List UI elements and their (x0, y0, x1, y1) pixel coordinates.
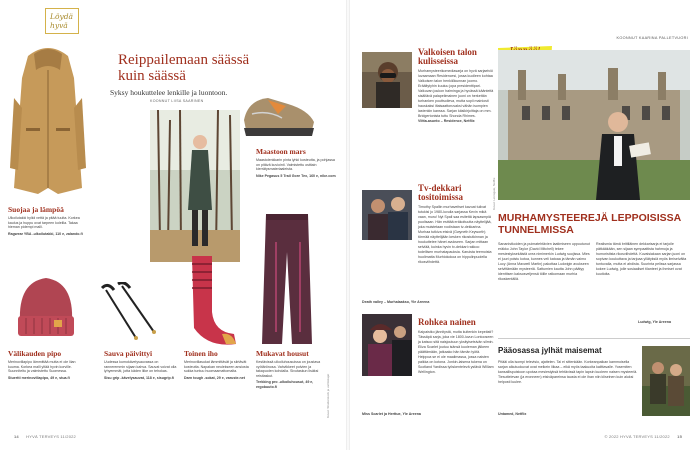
article-title: Rohkea nainen (418, 317, 476, 327)
article-title: Valkoisen talon kulisseissa (418, 47, 477, 66)
trail-shoe-image (238, 84, 318, 140)
product-source: Darn tough -sokat, 29 e, varuste.net (184, 375, 245, 380)
product-source: Sisu grip -kävelysauvat, 118 e, sisugrip.fi (104, 375, 174, 380)
product-shoe (256, 148, 336, 178)
product-beanie (8, 350, 82, 380)
article-title: Tv-dekkari tositoimissa (418, 183, 463, 202)
product-pants (256, 350, 328, 390)
product-title: Toinen iho (184, 349, 218, 358)
death-valley-photo (362, 190, 412, 240)
footer-text: HYVÄ TERVEYS 11/2022 (26, 434, 76, 439)
page-credit: KOONNUT LIISA SAARINEN (150, 99, 204, 103)
product-text: Merinovillapipo lämmittää mutta ei ole liian kuuma. Korkea malli yltää hyvin korville. Suunniteltu ja valmistettu Suomessa. (8, 360, 76, 374)
hiker-photo (150, 110, 240, 262)
page-subtitle: Syksy houkuttelee lenkille ja luontoon. (110, 88, 228, 97)
photo-credit: Kuvat: Shutterstock ja valmistajat (326, 373, 330, 418)
socks-image (182, 252, 242, 348)
product-source: Stuertti merinovillapipo, 49 e, stua.fi (8, 375, 70, 380)
ludwig-photo (498, 50, 690, 200)
product-jacket (8, 206, 88, 236)
page-number: 14 (14, 434, 19, 439)
bottom-source: Untamed, Netflix (498, 412, 527, 416)
product-source: Ragwear YBA -ulkoilutakki, 110 e, zalando.fi (8, 231, 83, 236)
residence-photo (362, 52, 412, 108)
feature-col1: Sananistkoiden ja puimatehtävien laatimiseen uppoutunut eräkko John Taylor (David Mitchell) tekee mesiestyksekäistä urea nimimerkin Ludwig suojissa. Mies ei juuri poistu kotoa, kunnes veli katoaa ja tämän vaimo Lucy (Anna Maxwell Martin) pakottaa Ludwigin avukseen selvittämään mysteeriä. Sattumien kautta John päätyy identtisen kaksosveljensä töille ratkomaan murhia rikoskentällä. (498, 242, 590, 281)
product-text: Maastolenkkarin pinta lyhki kosteutta, ja pohjassa on pitävä kuviointi. Valmistettu osittain kierrätysmateriaaleista. (256, 158, 335, 172)
article-text: Murhamysteerikomediasarja on hyvä sarjaelviö luvaamaan Residencesi, jossa kuolleen kohtaa Valkoisen talon henkilökunnan joomo. Eräältytyhin kuuluu jopa presidenttipari. Vaikuvan joukon halminga ja hyvässä käänteitä sisältävä palapelimainen juoni on herkettän turhanken pouttsoileva, mutta sopii mainiosti hauskaksi iltaisaattoruvaksi vähän isompien lastenkin kanssa. Sarjan käsikirjoittaja on mm. Bridgertonista tuttu Shonda Rhimes. (418, 69, 494, 118)
article-death-valley (418, 184, 494, 202)
miss-scarlet-photo (362, 314, 412, 376)
product-source: Trekking pro -ulkoiluhousut, 49 e, ergobuuto.fi (256, 380, 314, 389)
header-credit: KOONNUT KAARINA PALLETVUORI (616, 36, 688, 40)
right-page (348, 0, 696, 450)
product-poles (104, 350, 180, 380)
walking-poles-image (100, 282, 160, 342)
feature-source: Ludwig, Yle Areena (638, 320, 671, 324)
product-title: Välikauden pipo (8, 349, 62, 358)
article-source: Viitta-asunto – Residence, Netflix (418, 119, 475, 123)
footer-text: © 2022 HYVÄ TERVEYS 11/2022 (604, 434, 670, 439)
beanie-image (12, 272, 80, 342)
product-title: Maastoon mars (256, 147, 306, 156)
feature-title: MURHAMYSTEEREJÄ LEPPOISISSA TUNNELMISSA (498, 212, 681, 236)
untamed-photo (642, 346, 690, 416)
product-socks (184, 350, 254, 380)
product-text: Kestävissä ulkoiluhousuissa on joustava vyötärönosa. Vahvikkeet polvien ja takapuolen kohdalla. Sivutaskun lisäksi reisitaskut. (256, 360, 321, 378)
page-number: 15 (677, 434, 682, 439)
section-tag: Löydä hyvä (45, 8, 79, 34)
bottom-title: Pääosassa jylhät maisemat (498, 346, 602, 355)
product-title: Suojaa ja lämpöä (8, 205, 64, 214)
product-title: Sauva päivittyi (104, 349, 153, 358)
article-source: Death valley – Murhalaakso, Yle Areena (362, 300, 430, 304)
pants-image (256, 212, 318, 346)
photo-side-credit: Kuvat: Lionsgate, Netflix (492, 177, 496, 210)
article-text: Timothy Spallin murhaveitset kavoat tuilvat tutukisi jo 1980-luvulla sarjassa Kevin mikä vaan, muru! Nyt Spall saa esitettä lapsasmpiä puolisaan. Hän esittää eräkoituutta näyttelijää, joka muistetaan roolistaan tv-dekkarina. Murhaa tutkiva etsivä (Gwyneth Keyworth) törmää näyttelijään kesken rikostutkinnan ja houkuttelee hänet avukseen. Sarjan mittaan selviää, kuinka hyvin tv-dekkari rakkoo todellisen murhatapauksia. Karuista teemoista huolimatta Murhiokokoa on hippulinpuolella rikosviihdettä. (418, 205, 492, 264)
product-text: Ulkoilutakki hylkii vettä ja pitää tuulta. Korkea kaulus ja huppu ovat tarpeen koleilla. Takaa hieman pidempi malli. (8, 216, 80, 230)
jacket-image (8, 38, 88, 198)
feature-col2: Realismia tämä brittiläinen dekkarisarja ei tarjoile pätkääkään, sen sijaan sympaattista hahmoja ja humoristista rikosviihdettä. Kuvaisiakaan sarjan juoni on sopivan koukuttava ja tarjoaa yllätyksiä myös ilmiselvälta tuntuvalla, mutta ei ahdista. Suurinta pelissa sarjassa kokee Ludwig, jolle sosiaaliset tilanteet ja ihmiset ovat kuutioita. (596, 242, 687, 276)
footer-left (14, 434, 76, 439)
article-miss-scarlet (418, 318, 494, 327)
article-source: Miss Scarlet ja Herttue, Yle Areena (362, 412, 421, 416)
page-title: Reippailemaan säässä kuin säässä (118, 52, 250, 84)
product-text: Uudessa kumokävelysauvassa on ranneremmin sijaan kahva. Sauvat voivat olla lyhyemmät, jotta käden liike on tehokas. (104, 360, 177, 374)
bottom-text: Pitääi olla isompi televisio, ajattelen. Tai ei sittenkään. Korkeanpaikan kammoisella sarjan alkutuokuvat ovat melkein liikaa – eikä myös taakuoita kaiittavalle. Yosemiten kansallispuistoon upotaa mesiestyksä tehtävissä tapin lapsin kuoleen naisen mysteeriä. Tiesuttelevan (ja eronneen) etsiväpareinsa tausta ei ole ihan niin kliseinen kuin aluksi helposti luulee. (498, 360, 638, 384)
product-source: Nike Pegasus 5 Trail Gore Tex, 160 e, nike.com (256, 173, 336, 178)
article-text: Kaipaistko jännitystä, mutta kuitenkin kepeästi? Tässäpä sarja, joka vie 1800-luvun Lontooseen ja katsoo sitä naisjoutuun yksityisetsivän silmin. Eliza Scarlet joutuu isänsä kuoleman jälkeen päättämään, jatkaako hän tämän työtä. Helppoa se ei ole maailmassa, jossa naisten paikka on kotona. Jonkin-laisena tukena on Scotland Yardissa työskentelevä ystävä William Wellington. (418, 330, 494, 374)
article-residence (418, 48, 494, 124)
footer-right (605, 434, 682, 439)
divider (498, 338, 690, 339)
product-text: Merinovillasukat lämmittävät ja siirtävät kosteutta. Napakan neulekseen ansiosta sukka tuntuu huomaamattomalta. (184, 360, 249, 374)
product-title: Mukavat housut (256, 349, 309, 358)
